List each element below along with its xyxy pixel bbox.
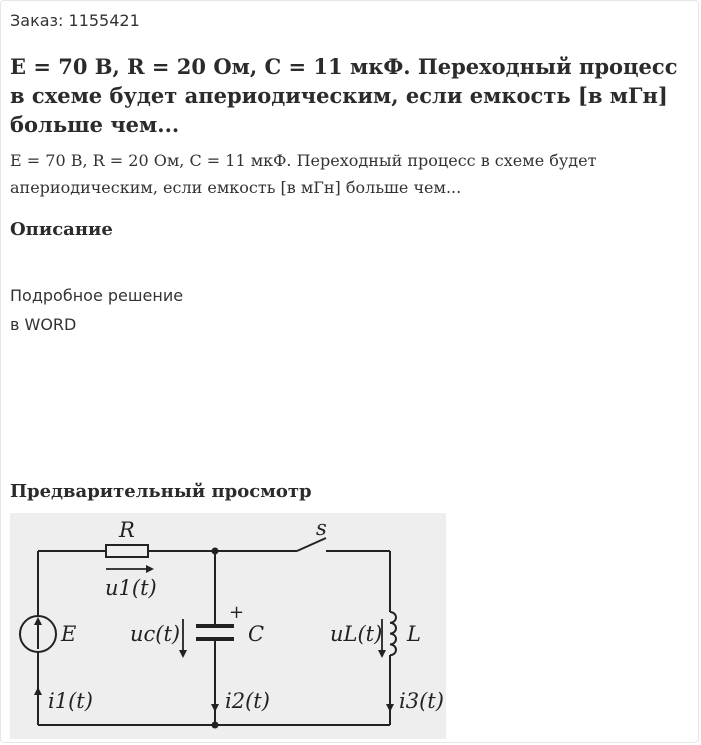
source-label: E: [61, 622, 77, 646]
page-title: E = 70 В, R = 20 Ом, C = 11 мкФ. Переходный процесс в схеме будет апериодическим, если емкость [в мГн] больше чем...: [10, 54, 678, 137]
i2-label: i2(t): [225, 689, 270, 713]
junction-dot: [212, 548, 219, 555]
preview-heading: Предварительный просмотр: [10, 481, 312, 502]
problem-statement: E = 70 В, R = 20 Ом, C = 11 мкФ. Переходный процесс в схеме будет апериодическим, если емкость [в мГн] больше чем...: [10, 151, 597, 197]
order-number: Заказ: 1155421: [10, 11, 140, 30]
description-line: Подробное решение: [10, 286, 184, 305]
capacitor-sign: +: [229, 602, 245, 623]
preview-image: [10, 513, 446, 739]
switch-label: s: [316, 516, 327, 540]
description-heading: Описание: [10, 219, 113, 240]
description-line: в WORD: [10, 315, 77, 334]
i1-label: i1(t): [48, 689, 93, 713]
capacitor-label: C: [248, 622, 265, 646]
ul-label: uL(t): [330, 622, 383, 646]
uc-label: uc(t): [130, 622, 181, 646]
circuit-diagram: [10, 513, 446, 739]
inductor-label: L: [407, 622, 421, 646]
resistor-label: R: [119, 518, 135, 542]
u1-label: u1(t): [105, 576, 157, 600]
junction-dot: [212, 722, 219, 729]
resistor-symbol: [106, 545, 148, 557]
inductor-symbol: [390, 612, 396, 655]
i3-label: i3(t): [399, 689, 444, 713]
description-body: [10, 281, 183, 339]
